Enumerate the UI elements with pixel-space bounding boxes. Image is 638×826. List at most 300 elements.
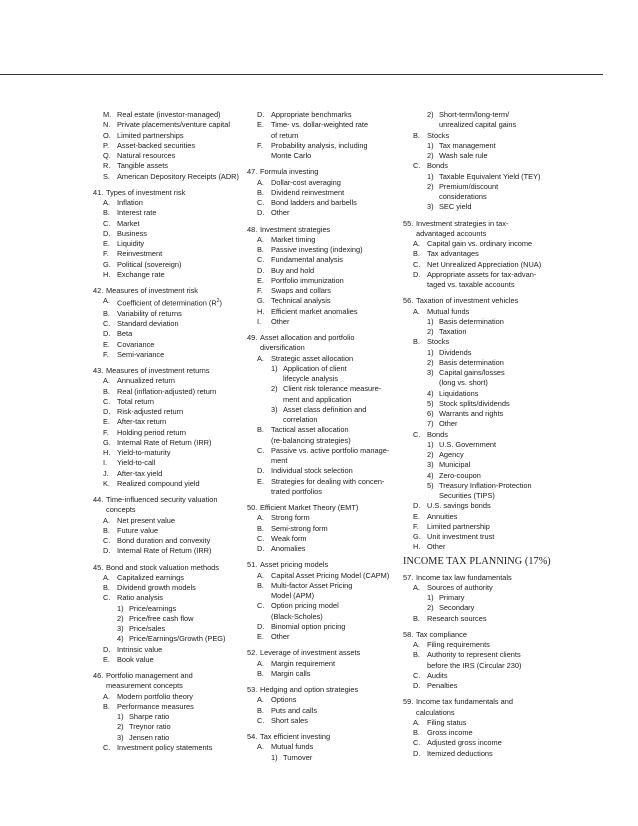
item-text: Market timing (271, 234, 316, 244)
item-continuation (247, 395, 397, 405)
item-text-end: ) (219, 298, 222, 308)
section-number: 59. (403, 697, 414, 707)
item-label: C. (103, 396, 111, 406)
list-item (93, 296, 243, 309)
item-text: Yield-to-maturity (117, 448, 171, 458)
item-label: 2) (427, 603, 434, 613)
item-text: Coefficient of determination (R (117, 298, 217, 308)
item-label: B. (257, 425, 264, 435)
item-label: O. (103, 130, 111, 140)
item-text: Other (271, 632, 290, 641)
item-text-line2: Securities (TIPS) (439, 491, 495, 500)
item-label: C. (413, 259, 421, 269)
item-text: Gross income (427, 728, 473, 737)
sub-list-item (403, 481, 553, 491)
item-label: G. (103, 259, 111, 269)
item-text: Beta (117, 329, 133, 339)
sub-list-item (93, 733, 243, 743)
section-title: Measures of investment returns (106, 366, 210, 376)
item-text: Municipal (439, 460, 471, 470)
list-item (93, 270, 243, 280)
item-label: E. (413, 511, 420, 521)
item-text: Limited partnerships (117, 130, 184, 140)
item-text: Sources of authority (427, 582, 493, 592)
list-item (93, 469, 243, 479)
list-item (403, 501, 553, 511)
section-title: Leverage of investment assets (260, 648, 361, 658)
item-text: Market (117, 218, 140, 228)
list-item (93, 229, 243, 239)
item-label: 3) (427, 202, 434, 212)
item-label: C. (103, 319, 111, 329)
section-heading (247, 167, 397, 177)
section-title-line2: calculations (416, 707, 455, 717)
item-label: B. (413, 249, 420, 259)
item-text: Efficient market anomalies (271, 306, 358, 316)
item-text: Strategic asset allocation (271, 353, 354, 363)
list-item (403, 522, 553, 532)
section-title: Formula investing (260, 167, 319, 177)
item-text: Anomalies (271, 544, 306, 553)
list-item (93, 376, 243, 386)
list-item (403, 738, 553, 748)
item-label: D. (257, 208, 265, 218)
sub-list-item (403, 348, 553, 358)
item-label: B. (257, 187, 264, 197)
section-number: 54. (247, 732, 258, 741)
item-label: C. (257, 601, 265, 611)
item-label: B. (413, 337, 420, 347)
list-item (247, 716, 397, 726)
item-label: D. (257, 621, 265, 631)
list-item (247, 120, 397, 130)
list-item (247, 659, 397, 669)
section-title-cont (93, 681, 243, 691)
list-item (93, 655, 243, 665)
item-continuation (247, 612, 397, 622)
item-text-line2: before the IRS (Circular 230) (427, 660, 522, 670)
list-item (247, 622, 397, 632)
section-title: Income tax fundamentals and (416, 697, 513, 707)
item-text: Stocks (427, 130, 450, 140)
section-title: Asset allocation and portfolio (260, 333, 355, 342)
item-continuation (247, 131, 397, 141)
item-text: Secondary (439, 603, 475, 613)
section-heading (93, 366, 243, 376)
item-label: B. (413, 728, 420, 737)
list-item (247, 266, 397, 276)
sub-list-item (403, 399, 553, 409)
item-label: E. (103, 339, 110, 349)
item-label: A. (257, 742, 264, 752)
item-label: B. (413, 613, 420, 623)
item-label: C. (413, 429, 421, 439)
item-text: Stocks (427, 337, 450, 347)
item-label: 5) (427, 480, 434, 490)
sub-list-item (247, 753, 397, 763)
item-text: Wash sale rule (439, 151, 488, 160)
item-label: F. (103, 427, 109, 437)
list-item (403, 512, 553, 522)
item-text: Bonds (427, 161, 448, 171)
sub-list-item (403, 471, 553, 481)
item-label: B. (103, 308, 110, 318)
item-text: Book value (117, 654, 154, 664)
item-text-line2: Model (APM) (271, 591, 315, 600)
list-item (247, 188, 397, 198)
list-item (403, 614, 553, 624)
sub-list-item (93, 634, 243, 644)
list-item (247, 524, 397, 534)
section-heading (403, 630, 553, 640)
section-title-cont (403, 229, 553, 239)
item-label: 1) (117, 712, 124, 722)
item-text: Standard deviation (117, 319, 179, 329)
item-text: Limited partnership (427, 521, 490, 531)
item-label: H. (103, 269, 111, 279)
section-title: Portfolio management and (106, 671, 193, 681)
list-item (403, 532, 553, 542)
item-label: 3) (271, 404, 278, 414)
list-item (93, 260, 243, 270)
list-item (247, 198, 397, 208)
item-text: Tax advantages (427, 249, 479, 259)
section-heading (403, 296, 553, 306)
item-label: M. (103, 110, 112, 119)
list-item (93, 219, 243, 229)
item-text: Taxable Equivalent Yield (TEY) (439, 171, 541, 181)
item-text: Treasury Inflation-Protection (439, 480, 532, 490)
item-text: Taxation (439, 327, 467, 336)
item-text: Modern portfolio theory (117, 691, 193, 701)
section-number: 53. (247, 685, 258, 694)
sub-list-item (403, 317, 553, 327)
sub-list-item (93, 722, 243, 732)
item-continuation (403, 491, 553, 501)
sub-list-item (247, 405, 397, 415)
item-text: Ratio analysis (117, 593, 164, 603)
list-item (93, 131, 243, 141)
item-text: Strategies for dealing with concen- (271, 476, 385, 486)
sub-list-item (247, 364, 397, 374)
section-heading (93, 671, 243, 681)
section-heading (247, 225, 397, 235)
list-item (93, 319, 243, 329)
item-text: Capital gain vs. ordinary income (427, 239, 533, 248)
item-label: 3) (427, 368, 434, 377)
item-label: B. (103, 701, 110, 711)
section-title: Taxation of investment vehicles (416, 296, 519, 306)
section-title-cont (93, 505, 243, 515)
item-label: H. (413, 542, 421, 552)
item-label: A. (103, 198, 110, 207)
item-text: Portfolio immunization (271, 275, 344, 285)
item-text: Option pricing model (271, 601, 339, 611)
list-item (247, 534, 397, 544)
list-item (403, 583, 553, 593)
item-text: Buy and hold (271, 265, 315, 275)
item-text: U.S. savings bonds (427, 501, 491, 511)
item-label: E. (103, 654, 110, 664)
list-item (403, 681, 553, 691)
item-text-line2: taged vs. taxable accounts (427, 280, 515, 289)
item-label: C. (103, 218, 111, 228)
item-text: Probability analysis, including (271, 140, 368, 150)
item-text: Penalties (427, 681, 458, 690)
item-text-line2: ment and application (283, 394, 352, 404)
item-text-line2: unrealized capital gains (439, 120, 517, 130)
item-text: Political (sovereign) (117, 259, 182, 269)
item-text: Semi-variance (117, 349, 165, 359)
sub-list-item (403, 202, 553, 212)
item-label: C. (103, 593, 111, 603)
section-heading (93, 563, 243, 573)
item-text: U.S. Government (439, 439, 497, 449)
item-text: Tactical asset allocation (271, 425, 349, 435)
section-number: 43. (93, 366, 104, 376)
item-text: Short sales (271, 715, 308, 725)
item-label: A. (257, 177, 264, 187)
item-text: Weak form (271, 533, 307, 543)
item-text: Bond ladders and barbells (271, 198, 357, 207)
item-continuation (403, 192, 553, 202)
item-label: B. (103, 583, 110, 593)
section-title-line2: measurement concepts (106, 681, 183, 691)
item-text: Interest rate (117, 208, 157, 218)
list-item (247, 632, 397, 642)
sub-list-item (93, 604, 243, 614)
list-item (93, 239, 243, 249)
item-label: Q. (103, 151, 111, 160)
header-rule (0, 74, 603, 75)
item-text: Dividend reinvestment (271, 187, 345, 197)
list-item (93, 573, 243, 583)
item-label: B. (103, 208, 110, 218)
item-label: A. (257, 570, 264, 580)
item-text: Multi-factor Asset Pricing (271, 580, 353, 590)
item-text-line2: (long vs. short) (439, 378, 488, 388)
item-text: Bond duration and convexity (117, 536, 211, 546)
item-label: 2) (427, 151, 434, 160)
item-label: 4) (427, 470, 434, 480)
item-label: E. (257, 476, 264, 486)
item-text: Real estate (investor-managed) (117, 110, 221, 119)
item-label: 1) (427, 439, 434, 449)
item-label: A. (257, 695, 264, 705)
item-continuation (247, 415, 397, 425)
item-label: 1) (117, 603, 124, 613)
section-heading (93, 188, 243, 198)
item-text: After-tax yield (117, 468, 163, 478)
section-number: 56. (403, 296, 414, 306)
item-text: Liquidity (117, 239, 145, 248)
item-text: Price/earnings (129, 603, 177, 613)
item-text: Margin requirement (271, 658, 336, 668)
item-label: D. (257, 544, 265, 553)
list-item (403, 430, 553, 440)
item-continuation (247, 436, 397, 446)
list-item (93, 110, 243, 120)
item-label: 4) (117, 634, 124, 644)
item-label: C. (257, 255, 265, 265)
item-continuation (403, 120, 553, 130)
item-label: C. (103, 536, 111, 546)
item-text-line2: considerations (439, 192, 487, 201)
item-text: Audits (427, 670, 448, 680)
item-text: Exchange rate (117, 269, 165, 279)
item-continuation (247, 591, 397, 601)
item-text-line2: (Black-Scholes) (271, 611, 323, 621)
item-text: Mutual funds (271, 742, 314, 752)
list-item (93, 593, 243, 603)
item-text-line2: of return (271, 130, 299, 140)
item-label: 1) (427, 171, 434, 181)
item-text: Dividend growth models (117, 583, 196, 593)
list-item (247, 477, 397, 487)
list-item (403, 728, 553, 738)
section-title-cont (247, 343, 397, 353)
sub-list-item (403, 593, 553, 603)
section-heading (247, 685, 397, 695)
list-item (93, 448, 243, 458)
list-item (403, 239, 553, 249)
item-text-line2: Monte Carlo (271, 151, 312, 160)
item-label: I. (257, 316, 262, 326)
item-text: Options (271, 695, 297, 705)
item-text: Variability of returns (117, 308, 182, 318)
item-text: Basis determination (439, 357, 504, 367)
section-heading (403, 219, 553, 229)
item-text: Sharpe ratio (129, 712, 170, 722)
list-item (247, 178, 397, 188)
item-text-line2: trated portfolios (271, 486, 322, 496)
section-title: Investment strategies (260, 224, 331, 234)
list-item (247, 245, 397, 255)
item-label: 1) (427, 347, 434, 357)
section-heading (247, 648, 397, 658)
item-label: A. (257, 658, 264, 668)
list-item (93, 536, 243, 546)
item-text: Appropriate assets for tax-advan- (427, 269, 537, 279)
item-text: Price/Earnings/Growth (PEG) (129, 634, 226, 644)
sub-list-item (93, 624, 243, 634)
list-item (93, 583, 243, 593)
item-label: C. (103, 742, 111, 752)
item-text: Net present value (117, 515, 175, 525)
section-heading (247, 333, 397, 343)
item-label: D. (413, 748, 421, 758)
list-item (93, 249, 243, 259)
item-text: Filing requirements (427, 640, 490, 649)
item-text-line2: ment (271, 456, 288, 465)
list-item (247, 425, 397, 435)
item-text: Individual stock selection (271, 466, 353, 476)
section-number: 45. (93, 562, 104, 572)
item-label: D. (103, 228, 111, 238)
section-number: 41. (93, 187, 104, 197)
list-item (93, 208, 243, 218)
list-item (247, 276, 397, 286)
item-label: A. (413, 306, 420, 316)
item-label: D. (103, 644, 111, 654)
item-continuation (403, 378, 553, 388)
spacer (403, 759, 553, 765)
item-label: A. (413, 239, 420, 248)
item-text: Binomial option pricing (271, 621, 346, 631)
item-label: 2) (117, 613, 124, 623)
item-label: C. (413, 670, 421, 680)
item-text: Internal Rate of Return (IRR) (117, 437, 212, 447)
list-item (93, 417, 243, 427)
item-label: F. (103, 249, 109, 259)
section-heading (247, 503, 397, 513)
item-label: I. (103, 458, 108, 468)
item-text: Tax management (439, 140, 496, 150)
item-label: 1) (271, 752, 278, 762)
item-label: 2) (427, 181, 434, 191)
list-item (247, 669, 397, 679)
item-text: Intrinsic value (117, 644, 163, 654)
item-text: Strong form (271, 513, 310, 523)
section-title-cont (403, 708, 553, 718)
sub-list-item (93, 614, 243, 624)
list-item (93, 407, 243, 417)
item-text: Performance measures (117, 701, 194, 711)
list-item (93, 340, 243, 350)
item-label: 2) (427, 327, 434, 336)
sub-list-item (403, 151, 553, 161)
section-number: 52. (247, 648, 258, 658)
item-text: Adjusted gross income (427, 738, 502, 748)
sub-list-item (247, 384, 397, 394)
item-text-line2: correlation (283, 415, 318, 424)
item-text: Primary (439, 593, 465, 602)
section-title: Asset pricing models (260, 560, 329, 570)
list-item (93, 526, 243, 536)
item-label: B. (257, 580, 264, 590)
list-item (247, 317, 397, 327)
sub-list-item (403, 440, 553, 450)
item-text: Other (427, 542, 446, 552)
item-label: 2) (427, 357, 434, 367)
list-item (403, 671, 553, 681)
item-label: E. (257, 632, 264, 641)
section-number: 46. (93, 671, 104, 681)
list-item (403, 260, 553, 270)
list-item (247, 544, 397, 554)
item-label: C. (257, 715, 265, 725)
item-text: Realized compound yield (117, 478, 200, 488)
item-label: B. (257, 523, 264, 533)
item-text: Short-term/long-term/ (439, 110, 510, 119)
item-label: D. (413, 269, 421, 279)
list-item (403, 131, 553, 141)
section-number: 42. (93, 286, 104, 295)
item-label: B. (103, 386, 110, 396)
item-text: Total return (117, 396, 154, 406)
item-label: A. (257, 234, 264, 244)
item-label: P. (103, 140, 110, 150)
list-item (93, 309, 243, 319)
section-title: Tax compliance (416, 629, 467, 639)
item-text: Authority to represent clients (427, 650, 521, 660)
item-label: D. (103, 407, 111, 417)
item-text: Unit investment trust (427, 532, 495, 541)
item-text: Yield-to-call (117, 458, 156, 468)
item-text: Annualized return (117, 376, 175, 386)
item-label: 1) (427, 316, 434, 326)
item-text: American Depository Receipts (ADR) (117, 171, 239, 181)
